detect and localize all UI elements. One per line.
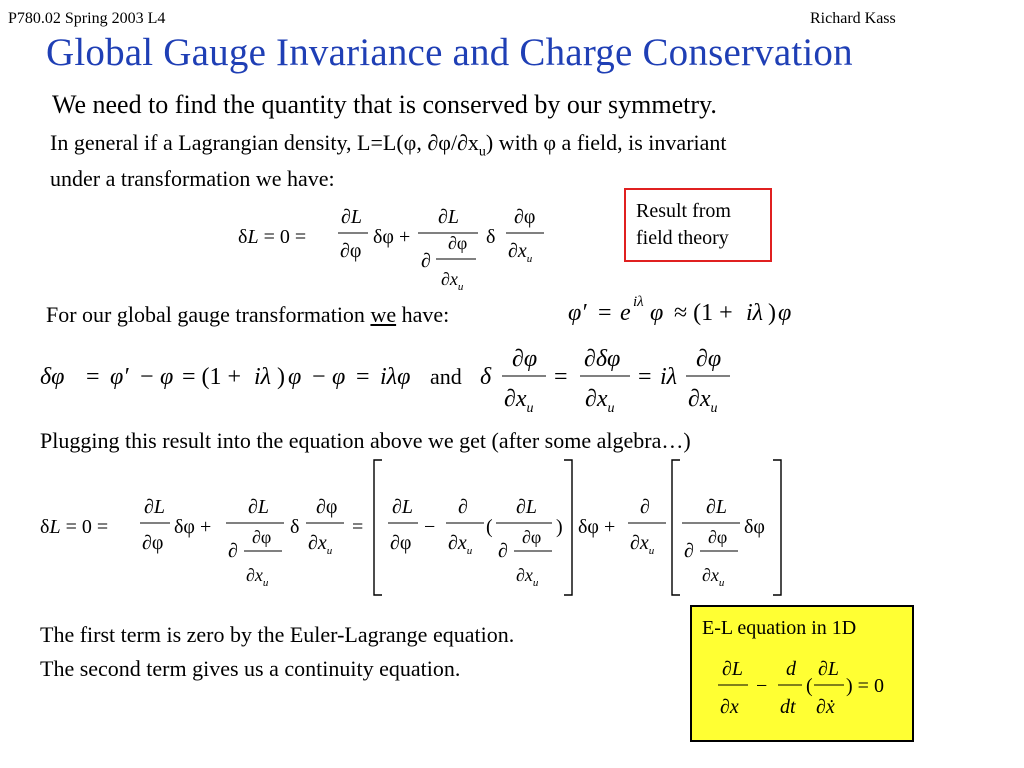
svg-text:∂: ∂ (498, 540, 508, 562)
svg-text:∂xu: $\partial x_u$ (516, 565, 539, 589)
conclusion-line-2: The second term gives us a continuity equation. (40, 656, 461, 681)
svg-text:≈ (1 +: ≈ (1 + (674, 300, 733, 326)
svg-text:∂: ∂ (458, 496, 468, 518)
svg-text:∂δφ: ∂δφ (584, 346, 621, 372)
svg-text:=: = (554, 364, 568, 390)
author-header: Richard Kass (810, 10, 896, 27)
svg-text:): ) (277, 364, 285, 390)
svg-text:∂φ: ∂φ (142, 532, 164, 554)
svg-text:φ: φ (650, 300, 664, 326)
svg-text:∂xu: $\partial x_u$ (688, 386, 718, 416)
euler-lagrange-note (690, 605, 914, 742)
svg-text:=: = (598, 300, 612, 326)
svg-text:φ: φ (288, 364, 302, 390)
svg-text:= (1 +: = (1 + (182, 364, 242, 390)
svg-text:∂φ: ∂φ (696, 346, 722, 372)
svg-text:∂x: ∂x (720, 696, 739, 718)
svg-text:): ) (556, 516, 563, 538)
svg-text:−: − (140, 364, 154, 390)
svg-text:=: = (638, 364, 652, 390)
svg-text:−: − (312, 364, 326, 390)
svg-text:iλ: iλ (660, 364, 678, 390)
svg-text:∂L: ∂L (248, 496, 270, 518)
svg-text:∂L: ∂L (438, 206, 460, 228)
svg-text:d: d (786, 658, 796, 680)
result-from-field-theory-note: Result from field theory (624, 188, 772, 262)
svg-text:∂xu: $\partial x_u$ (448, 532, 473, 557)
variation-equation (238, 195, 558, 295)
svg-text:∂: ∂ (684, 540, 694, 562)
svg-text:∂φ: ∂φ (708, 527, 728, 547)
svg-text:∂φ: ∂φ (316, 496, 338, 518)
gauge-we-underlined: we (370, 302, 397, 327)
svg-text:iλφ: iλφ (380, 364, 411, 390)
svg-text:δφ: δφ (40, 364, 65, 390)
svg-text:∂xu: $\partial x_u$ (508, 240, 533, 265)
delta-phi-equation (40, 338, 740, 418)
svg-text:∂φ: ∂φ (522, 527, 542, 547)
svg-text:∂L: ∂L (516, 496, 538, 518)
euler-lagrange-title: E-L equation in 1D (702, 617, 857, 639)
svg-text:∂φ: ∂φ (514, 206, 536, 228)
svg-text:∂xu: $\partial x_u$ (630, 532, 655, 557)
svg-text:iλ: iλ (746, 300, 764, 326)
svg-text:δφ +: δφ + (373, 226, 411, 248)
svg-text:φ′: φ′ (110, 364, 129, 390)
intro-line-2-args: φ, ∂φ/∂x (403, 130, 479, 155)
svg-text:): ) (768, 300, 776, 326)
svg-text:−: − (424, 516, 436, 538)
svg-text:δ: δ (480, 364, 492, 390)
svg-text:=: = (352, 516, 364, 538)
svg-text:φ: φ (332, 364, 346, 390)
svg-text:δφ +: δφ + (174, 516, 212, 538)
svg-text:∂L: ∂L (341, 206, 363, 228)
svg-text:φ′: φ′ (568, 300, 587, 326)
svg-text:iλ: iλ (633, 294, 644, 310)
expanded-variation-equation (40, 455, 790, 600)
svg-text:∂xu: $\partial x_u$ (585, 386, 615, 416)
svg-text:∂φ: ∂φ (340, 240, 362, 262)
svg-text:∂φ: ∂φ (448, 233, 468, 253)
svg-text:δL = 0 =: δL = 0 = (238, 226, 307, 248)
svg-text:∂ẋ: ∂ẋ (816, 696, 835, 718)
svg-text:∂xu: $\partial x_u$ (308, 532, 333, 557)
euler-lagrange-equation (718, 647, 908, 727)
svg-text:(: ( (486, 516, 493, 538)
intro-line-2 (50, 130, 727, 160)
svg-text:∂L: ∂L (818, 658, 840, 680)
and-word: and (430, 364, 462, 389)
svg-text:∂φ: ∂φ (512, 346, 538, 372)
svg-text:∂φ: ∂φ (252, 527, 272, 547)
svg-text:∂: ∂ (640, 496, 650, 518)
intro-line-1: We need to find the quantity that is conserved by our symmetry. (52, 90, 717, 119)
svg-text:δφ +: δφ + (578, 516, 616, 538)
gauge-prefix: For our global gauge transformation (46, 302, 371, 327)
intro-line-3: under a transformation we have: (50, 166, 335, 191)
intro-line-2-prefix: In general if a Lagrangian density, L=L( (50, 130, 404, 155)
svg-text:∂L: ∂L (706, 496, 728, 518)
svg-text:−: − (756, 675, 768, 697)
gauge-transformation-line (46, 302, 449, 328)
course-header: P780.02 Spring 2003 L4 (8, 10, 166, 27)
svg-text:φ: φ (778, 300, 792, 326)
svg-text:δ: δ (486, 226, 496, 248)
svg-text:=: = (86, 364, 100, 390)
svg-text:∂: ∂ (421, 250, 431, 272)
intro-line-2-sub: u (478, 144, 486, 160)
svg-text:∂φ: ∂φ (390, 532, 412, 554)
svg-text:δL = 0 =: δL = 0 = (40, 516, 109, 538)
svg-text:∂L: ∂L (392, 496, 414, 518)
svg-text:∂L: ∂L (722, 658, 744, 680)
svg-text:φ: φ (160, 364, 174, 390)
svg-text:δ: δ (290, 516, 300, 538)
gauge-transform-equation (568, 288, 818, 333)
svg-text:∂xu: $\partial x_u$ (702, 565, 725, 589)
conclusion-line-1: The first term is zero by the Euler-Lagrange equation. (40, 622, 515, 647)
svg-text:(: ( (806, 675, 813, 697)
svg-text:∂xu: $\partial x_u$ (504, 386, 534, 416)
svg-text:) = 0: ) = 0 (846, 675, 884, 697)
slide-title: Global Gauge Invariance and Charge Conservation (46, 31, 853, 74)
svg-text:∂L: ∂L (144, 496, 166, 518)
svg-text:∂xu: $\partial x_u$ (441, 269, 464, 293)
gauge-suffix: have: (396, 302, 450, 327)
svg-text:=: = (356, 364, 370, 390)
plugging-line: Plugging this result into the equation above we get (after some algebra…) (40, 428, 691, 453)
svg-text:e: e (620, 300, 631, 326)
svg-text:iλ: iλ (254, 364, 272, 390)
intro-line-2-suffix: ) with φ a field, is invariant (485, 130, 727, 155)
svg-text:∂: ∂ (228, 540, 238, 562)
svg-text:dt: dt (780, 696, 796, 718)
svg-text:∂xu: $\partial x_u$ (246, 565, 269, 589)
svg-text:δφ: δφ (744, 516, 765, 538)
